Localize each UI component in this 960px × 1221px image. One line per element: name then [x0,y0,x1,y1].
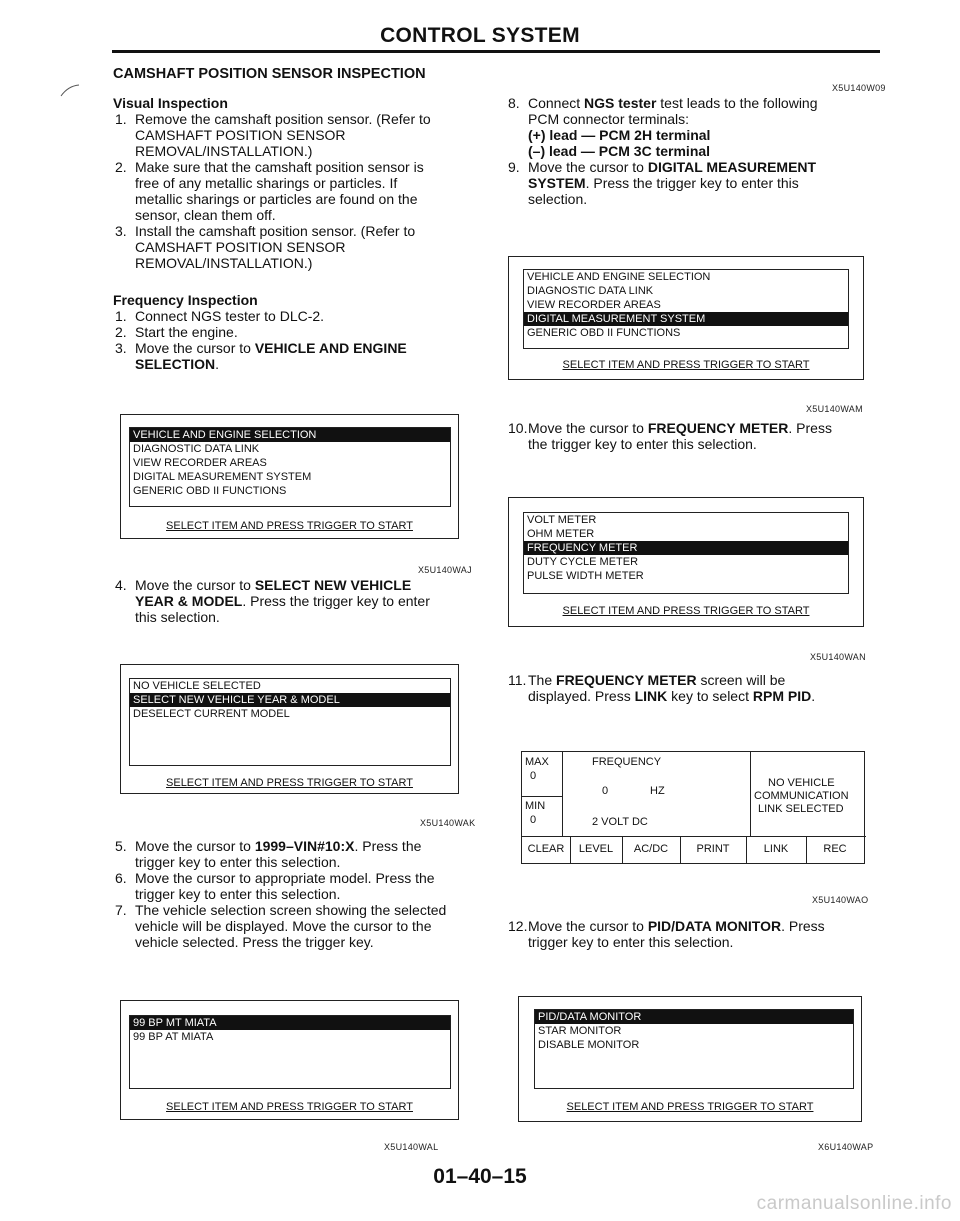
frequency-step-2: 2. Start the engine. [115,324,238,340]
section-title: CAMSHAFT POSITION SENSOR INSPECTION [113,66,426,82]
steps-8-9 [508,95,878,207]
menu-item-99-bp-at-miata[interactable]: 99 BP AT MIATA [133,1031,214,1043]
figure-code: X5U140W09 [832,83,886,93]
menu-item-diagnostic-data-link[interactable]: DIAGNOSTIC DATA LINK [133,443,260,455]
margin-mark [60,84,80,98]
frequency-meter-screen [521,751,865,864]
min-value: 0 [530,814,537,826]
header-rule [112,50,880,53]
visual-step-3: 3. Install the camshaft position sensor. (Refer to CAMSHAFT POSITION SENSOR REMOVAL/INSTALLATION.) [115,223,416,271]
voltage-range: 2 VOLT DC [592,816,648,828]
menu-item-diagnostic-data-link[interactable]: DIAGNOSTIC DATA LINK [527,285,654,297]
step-10: 10. Move the cursor to FREQUENCY METER. Press the trigger key to enter this selection. [508,420,832,452]
menu-item-view-recorder-areas[interactable]: VIEW RECORDER AREAS [133,457,267,469]
ngs-screen-vehicle-engine-selection [120,414,459,539]
frequency-title: FREQUENCY [592,756,662,768]
menu-item-view-recorder-areas[interactable]: VIEW RECORDER AREAS [527,299,661,311]
ngs-screen-digital-measurement [508,256,864,380]
figure-code: X5U140WAL [384,1142,439,1152]
status-line-3: LINK SELECTED [758,803,844,815]
screen-footer: SELECT ITEM AND PRESS TRIGGER TO START [166,1101,413,1113]
menu-item-vehicle-engine-selection[interactable]: VEHICLE AND ENGINE SELECTION [527,271,711,283]
menu-item-disable-monitor[interactable]: DISABLE MONITOR [538,1039,640,1051]
figure-code: X5U140WAO [812,895,869,905]
menu-item-frequency-meter[interactable]: FREQUENCY METER [524,541,848,555]
menu-item-pid-data-monitor[interactable]: PID/DATA MONITOR [535,1010,853,1024]
step-9: 9. Move the cursor to DIGITAL MEASUREMENT SYSTEM. Press the trigger key to enter this selection. [508,159,817,207]
min-label: MIN [525,800,546,812]
figure-code: X5U140WAJ [418,565,472,575]
menu-item-vehicle-engine-selection[interactable]: VEHICLE AND ENGINE SELECTION [130,428,450,442]
menu-item-digital-measurement-system[interactable]: DIGITAL MEASUREMENT SYSTEM [133,471,312,483]
ngs-screen-meter-selection [508,497,864,627]
frequency-inspection-steps [115,308,475,372]
ngs-screen-pid-data-monitor [518,996,862,1122]
menu-item-select-new-vehicle[interactable]: SELECT NEW VEHICLE YEAR & MODEL [130,693,450,707]
figure-code: X5U140WAM [806,404,863,414]
frequency-step-1: 1. Connect NGS tester to DLC-2. [115,308,325,324]
menu-item-duty-cycle-meter[interactable]: DUTY CYCLE METER [527,556,639,568]
screen-menu [129,427,451,507]
frequency-inspection-heading: Frequency Inspection [113,292,258,308]
step-8: 8. Connect NGS tester test leads to the following PCM connector terminals: (+) lead — PCM 2H terminal (–) lead — PCM 3C terminal [508,95,818,159]
figure-code: X5U140WAN [810,652,866,662]
rec-key[interactable]: REC [823,843,847,855]
page-number: 01–40–15 [433,1165,527,1188]
step-5: 5. Move the cursor to 1999–VIN#10:X. Press the trigger key to enter this selection. [115,838,422,870]
screen-menu [534,1009,854,1089]
status-line-2: COMMUNICATION [754,790,849,802]
print-key[interactable]: PRINT [696,843,730,855]
screen-footer: SELECT ITEM AND PRESS TRIGGER TO START [566,1101,814,1113]
menu-item-no-vehicle-selected[interactable]: NO VEHICLE SELECTED [133,680,261,692]
screen-footer: SELECT ITEM AND PRESS TRIGGER TO START [562,359,810,371]
menu-item-99-bp-mt-miata[interactable]: 99 BP MT MIATA [130,1016,450,1030]
visual-inspection-steps [115,111,475,271]
visual-step-2: 2. Make sure that the camshaft position sensor is free of any metallic sharings or particles. If metallic sharings or particles are found on the sensor, clean them off. [115,159,424,223]
screen-menu [129,1015,451,1089]
screen-menu [129,678,451,766]
step-12: 12. Move the cursor to PID/DATA MONITOR. Press trigger key to enter this selection. [508,918,825,950]
ngs-screen-vehicle-selection [120,664,459,794]
frequency-unit: HZ [650,785,665,797]
link-key[interactable]: LINK [763,843,789,855]
step-6: 6. Move the cursor to appropriate model. Press the trigger key to enter this selection. [115,870,435,902]
screen-menu [523,269,849,349]
menu-item-volt-meter[interactable]: VOLT METER [527,514,597,526]
screen-menu [523,512,849,594]
menu-item-deselect-current-model[interactable]: DESELECT CURRENT MODEL [133,708,290,720]
step-7: 7. The vehicle selection screen showing the selected vehicle will be displayed. Move the cursor to the vehicle selected. Press the trigger key. [115,902,447,950]
ngs-screen-model-selection [120,1000,459,1120]
figure-code: X6U140WAP [818,1142,874,1152]
menu-item-ohm-meter[interactable]: OHM METER [527,528,595,540]
visual-step-1: 1. Remove the camshaft position sensor. (Refer to CAMSHAFT POSITION SENSOR REMOVAL/INSTALLATION.) [115,111,431,159]
step-11: 11. The FREQUENCY METER screen will be displayed. Press LINK key to select RPM PID. [508,672,816,704]
menu-item-generic-obd-ii-functions[interactable]: GENERIC OBD II FUNCTIONS [133,485,287,497]
figure-code: X5U140WAK [420,818,476,828]
menu-item-pulse-width-meter[interactable]: PULSE WIDTH METER [527,570,644,582]
page-header-title: CONTROL SYSTEM [380,24,580,47]
steps-5-7 [115,838,477,950]
visual-inspection-heading: Visual Inspection [113,95,228,111]
screen-footer: SELECT ITEM AND PRESS TRIGGER TO START [562,605,810,617]
step-4: 4. Move the cursor to SELECT NEW VEHICLE YEAR & MODEL. Press the trigger key to enter this selection. [115,577,430,625]
clear-key[interactable]: CLEAR [527,843,565,855]
frequency-reading: 0 [602,785,609,797]
screen-footer: SELECT ITEM AND PRESS TRIGGER TO START [166,520,413,532]
acdc-key[interactable]: AC/DC [633,843,669,855]
watermark: carmanualsonline.info [756,1193,952,1214]
menu-item-digital-measurement-system[interactable]: DIGITAL MEASUREMENT SYSTEM [524,312,848,326]
screen-footer: SELECT ITEM AND PRESS TRIGGER TO START [166,777,413,789]
menu-item-star-monitor[interactable]: STAR MONITOR [538,1025,622,1037]
max-label: MAX [525,756,549,768]
level-key[interactable]: LEVEL [578,843,614,855]
max-value: 0 [530,770,537,782]
status-line-1: NO VEHICLE [768,777,835,789]
soft-key-row [522,837,864,863]
frequency-step-3: 3. Move the cursor to VEHICLE AND ENGINE SELECTION. [115,340,407,372]
menu-item-generic-obd-ii-functions[interactable]: GENERIC OBD II FUNCTIONS [527,327,681,339]
